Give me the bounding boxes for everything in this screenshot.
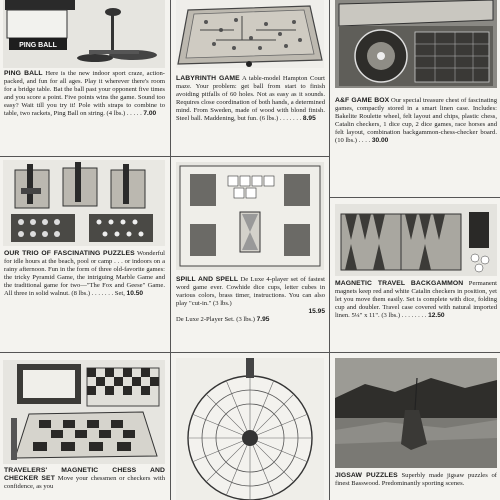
row-divider xyxy=(329,352,500,353)
puzzles-illustration xyxy=(3,160,165,246)
backgammon-price: 12.50 xyxy=(428,311,445,319)
chess-title: TRAVELERS' MAGNETIC CHESS AND CHECKER SET xyxy=(4,467,165,482)
spill-spell-price: 15.95 xyxy=(308,307,325,315)
spill-spell-illustration xyxy=(176,162,324,270)
backgammon-title: MAGNETIC TRAVEL BACKGAMMON xyxy=(335,280,464,287)
row-divider xyxy=(170,352,329,353)
row-divider xyxy=(170,156,329,157)
game-box-photo xyxy=(335,0,497,88)
backgammon-photo xyxy=(335,204,497,276)
ping-ball-photo xyxy=(3,0,165,68)
spill-spell-description xyxy=(176,276,325,342)
chess-description xyxy=(4,467,165,500)
spill-spell-photo xyxy=(176,162,324,270)
jigsaw-photo xyxy=(335,358,497,468)
spill-spell-body: De Luxe 4-player set of fastest word game ever. Cowhide dice cups, letter cubes in various colors, brass timer, instructions. You can also play "cut-in." (3 lbs.) xyxy=(176,276,325,307)
jigsaw-title: JIGSAW PUZZLES xyxy=(335,472,398,479)
chess-body: Move your chessmen or checkers with confidence, as you xyxy=(4,474,165,490)
puzzles-photo xyxy=(3,160,165,246)
column-divider xyxy=(170,0,171,500)
labyrinth-description xyxy=(176,75,325,153)
labyrinth-illustration xyxy=(176,0,324,68)
game-box-description xyxy=(335,97,497,193)
puzzles-title: OUR TRIO OF FASCINATING PUZZLES xyxy=(4,250,135,257)
backgammon-description xyxy=(335,280,497,346)
puzzles-body: Wonderful for idle hours at the beach, pool or camp . . . or indoors on a rainy afternoon. Fun in the form of three old-favorite games: the tricky Pyramid Game, the intriguing Marble Game and the traditional game for two—"The Fox and Geese" Game. All three in solid walnut. (8 lbs.) . . . . . . . Set, xyxy=(4,250,165,297)
jigsaw-body: Superbly made jigsaw puzzles of finest Basswood. Predominantly sporting scenes. xyxy=(335,472,497,487)
puzzles-description xyxy=(4,250,165,346)
jigsaw-illustration xyxy=(335,358,497,468)
row-divider xyxy=(0,352,170,353)
backgammon-body: Permanent magnets keep red and white Catalin checkers in position, yet let you move them easily. Set is complete with dice, folding cup and doubler. Travel case covered with natural imported linen. 5¼" x 11". (3 lbs.) . . . . . . . . xyxy=(335,280,497,319)
ping-ball-title: PING BALL xyxy=(4,70,43,77)
game-box-body: Our special treasure chest of fascinating games, compactly stored in a smart linen case. Includes: Bakelite Roulette wheel, felt layout and chips, plastic chess, Catalin checkers, 1 dice cup, 2 dice games, race horses and felt layout, combination backgammon-chess-checker board. (10 lbs.) . . . . xyxy=(335,97,497,144)
word-wheel-photo xyxy=(176,358,324,500)
labyrinth-body: A table-model Hampton Court maze. Your problem: get ball from start to finish avoiding pitfalls of 60 holes. Not as easy as it sounds. Requires close coordination of both hands, a determined mind. From Sweden, made of wood with blond finish. Steel ball. Maddening, but fun. (6 lbs.) . . . . . . . xyxy=(176,75,325,122)
labyrinth-photo xyxy=(176,0,324,68)
backgammon-illustration xyxy=(335,204,497,276)
column-divider xyxy=(329,0,330,500)
ping-ball-body: Here is the new indoor sport craze, action-packed, and fun for all ages. Play it wherever there's room for a bridge table. Bat the ball past your opponent five times and you score a point. Five points wins the game. Sound too easy? Wait till you try it! Pole with straps to combine to table, two rackets, Ping Ball on string. (4 lbs.) . . . . . xyxy=(4,70,165,117)
spill-spell-extra: De Luxe 2-Player Set. (3 lbs.) xyxy=(176,315,255,323)
jigsaw-description xyxy=(335,472,497,500)
ping-ball-price: 7.00 xyxy=(143,109,157,117)
ping-ball-illustration xyxy=(3,0,165,68)
word-wheel-illustration xyxy=(176,358,324,500)
spill-spell-extra-price: 7.95 xyxy=(256,315,270,323)
row-divider xyxy=(329,197,500,198)
game-box-price: 30.00 xyxy=(371,136,389,144)
chess-illustration xyxy=(3,360,165,464)
labyrinth-price: 8.95 xyxy=(302,114,316,122)
puzzles-price: 10.50 xyxy=(126,289,144,297)
ping-ball-box-label: PING BALL xyxy=(19,42,57,49)
labyrinth-title: LABYRINTH GAME xyxy=(176,75,240,82)
ping-ball-description xyxy=(4,70,165,152)
chess-photo xyxy=(3,360,165,464)
row-divider xyxy=(0,156,170,157)
game-box-illustration xyxy=(335,0,497,88)
game-box-title: A&F GAME BOX xyxy=(335,97,390,104)
spill-spell-title: SPILL AND SPELL xyxy=(176,276,239,283)
